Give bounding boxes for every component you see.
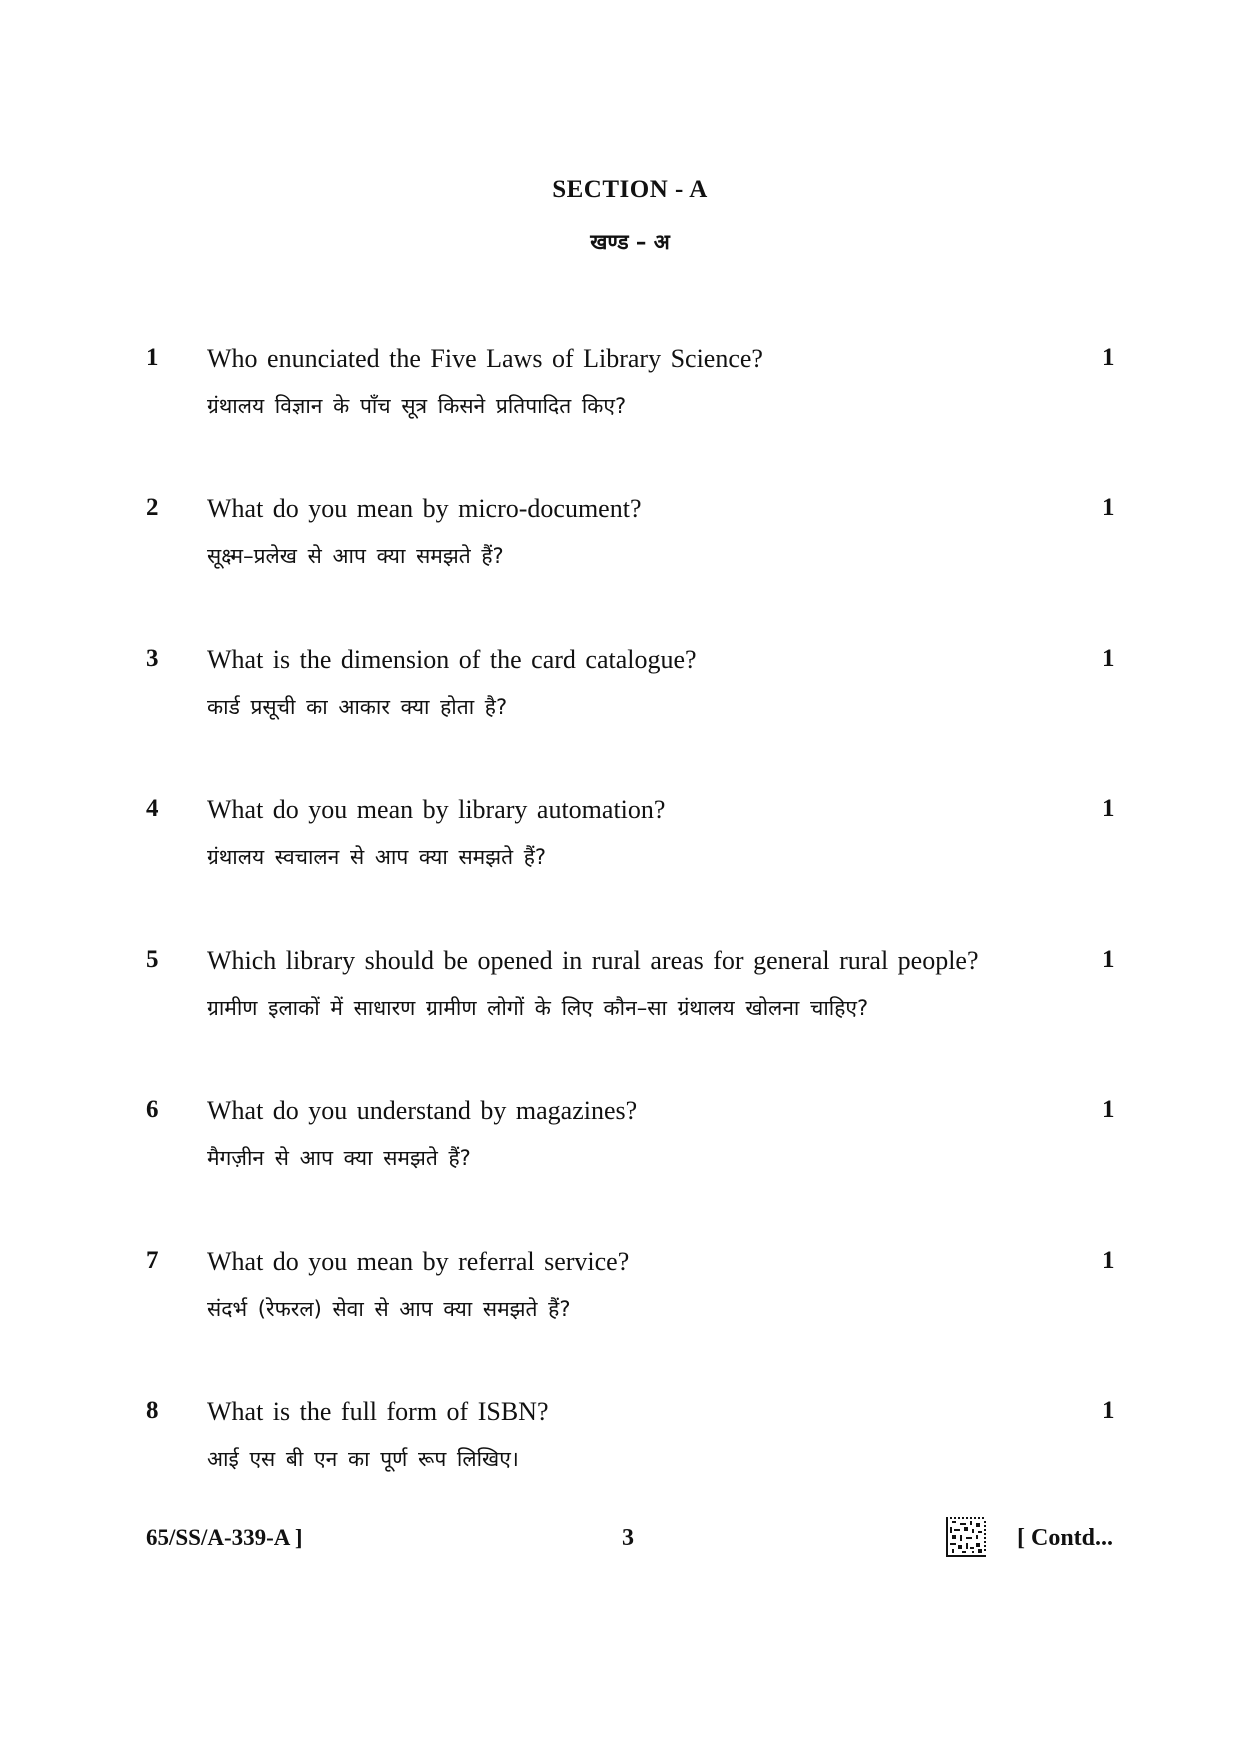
- question-1: [0, 344, 1240, 454]
- question-text-hi: आई एस बी एन का पूर्ण रूप लिखिए।: [207, 1447, 519, 1471]
- question-marks: 1: [1102, 1247, 1115, 1274]
- question-text-en: What is the dimension of the card catalogue?: [207, 645, 697, 674]
- question-text-hi: ग्रंथालय स्वचालन से आप क्या समझते हैं?: [207, 845, 547, 869]
- question-7: [0, 1247, 1240, 1357]
- question-number: 7: [146, 1247, 159, 1274]
- page-number: 3: [622, 1525, 634, 1551]
- question-text-en: Who enunciated the Five Laws of Library Science?: [207, 344, 763, 373]
- question-number: 2: [146, 494, 159, 521]
- question-marks: 1: [1102, 344, 1115, 371]
- question-text-en: What do you understand by magazines?: [207, 1096, 638, 1125]
- question-text-en: What is the full form of ISBN?: [207, 1397, 549, 1426]
- question-4: [0, 795, 1240, 905]
- question-number: 3: [146, 645, 159, 672]
- question-text-en: Which library should be opened in rural areas for general rural people?: [207, 946, 979, 975]
- paper-code: 65/SS/A-339-A ]: [146, 1525, 303, 1550]
- question-marks: 1: [1102, 645, 1115, 672]
- continued-label: [ Contd...: [1017, 1525, 1114, 1551]
- question-text-en: What do you mean by referral service?: [207, 1247, 630, 1276]
- question-text-hi: ग्रामीण इलाकों में साधारण ग्रामीण लोगों के लिए कौन–सा ग्रंथालय खोलना चाहिए?: [207, 996, 869, 1020]
- question-marks: 1: [1102, 795, 1115, 822]
- question-marks: 1: [1102, 1096, 1115, 1123]
- question-number: 8: [146, 1397, 159, 1424]
- section-title: SECTION - A: [552, 176, 708, 203]
- question-8: [0, 1397, 1240, 1507]
- question-text-hi: मैगज़ीन से आप क्या समझते हैं?: [207, 1146, 471, 1170]
- question-6: [0, 1096, 1240, 1206]
- question-marks: 1: [1102, 946, 1115, 973]
- qr-code-icon: [946, 1517, 986, 1557]
- section-title-hindi: खण्ड – अ: [590, 230, 670, 254]
- question-marks: 1: [1102, 1397, 1115, 1424]
- question-number: 6: [146, 1096, 159, 1123]
- question-text-en: What do you mean by micro-document?: [207, 494, 642, 523]
- question-2: [0, 494, 1240, 604]
- question-text-hi: संदर्भ (रेफरल) सेवा से आप क्या समझते हैं?: [207, 1297, 571, 1321]
- question-number: 1: [146, 344, 159, 371]
- question-5: [0, 946, 1240, 1056]
- question-marks: 1: [1102, 494, 1115, 521]
- question-text-hi: सूक्ष्म–प्रलेख से आप क्या समझते हैं?: [207, 544, 504, 568]
- question-text-en: What do you mean by library automation?: [207, 795, 666, 824]
- question-text-hi: कार्ड प्रसूची का आकार क्या होता है?: [207, 695, 508, 719]
- question-text-hi: ग्रंथालय विज्ञान के पाँच सूत्र किसने प्रतिपादित किए?: [207, 394, 627, 418]
- question-number: 4: [146, 795, 159, 822]
- question-3: [0, 645, 1240, 755]
- question-number: 5: [146, 946, 159, 973]
